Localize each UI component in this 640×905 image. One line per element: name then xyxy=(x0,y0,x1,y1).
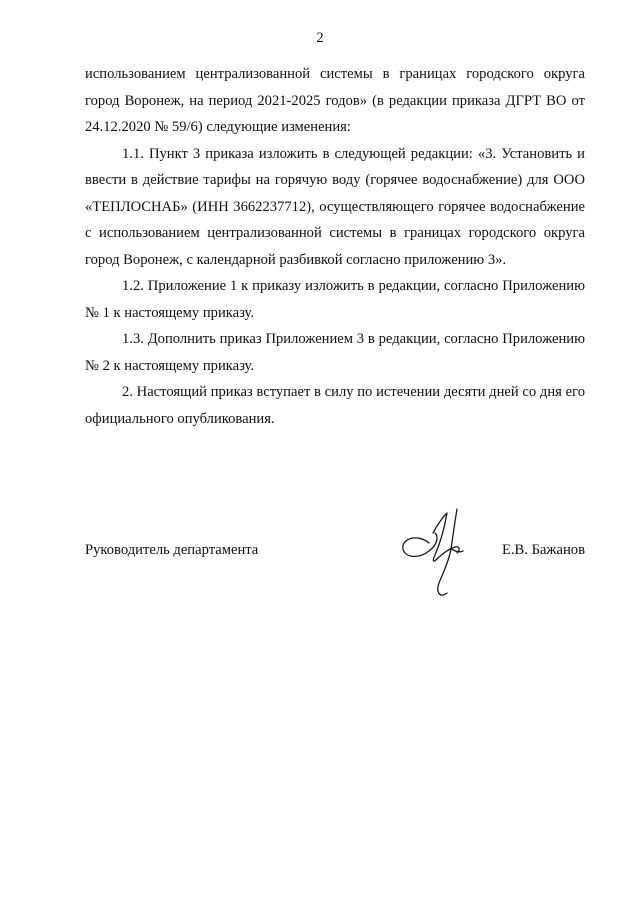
paragraph-continuation: использованием централизованной системы в границах городского округа город Воронеж, на период 2021-2025 годов» (в редакции приказа ДГРТ ВО от 24.12.2020 № 59/6) следующие изменения: xyxy=(85,66,585,135)
document-body xyxy=(85,61,585,432)
page-number: 2 xyxy=(316,30,324,46)
signature-block xyxy=(85,538,585,598)
paragraph-item-1-3: 1.3. Дополнить приказ Приложением 3 в редакции, согласно Приложению № 2 к настоящему приказу. xyxy=(85,331,585,374)
paragraph-item-1-1: 1.1. Пункт 3 приказа изложить в следующей редакции: «3. Установить и ввести в действие тарифы на горячую воду (горячее водоснабжение) для ООО «ТЕПЛОСНАБ» (ИНН 3662237712), осуществляющего горячее водоснабжение с использованием централизованной системы в границах городского округа город Воронеж, с календарной разбивкой согласно приложению 3». xyxy=(85,145,585,268)
paragraph-item-1-2: 1.2. Приложение 1 к приказу изложить в редакции, согласно Приложению № 1 к настоящему приказу. xyxy=(85,278,585,321)
paragraph-item-2: 2. Настоящий приказ вступает в силу по истечении десяти дней со дня его официального опубликования. xyxy=(85,384,585,427)
signatory-name: Е.В. Бажанов xyxy=(501,542,585,558)
signatory-position: Руководитель департамента xyxy=(85,542,259,558)
handwritten-signature xyxy=(399,503,489,603)
